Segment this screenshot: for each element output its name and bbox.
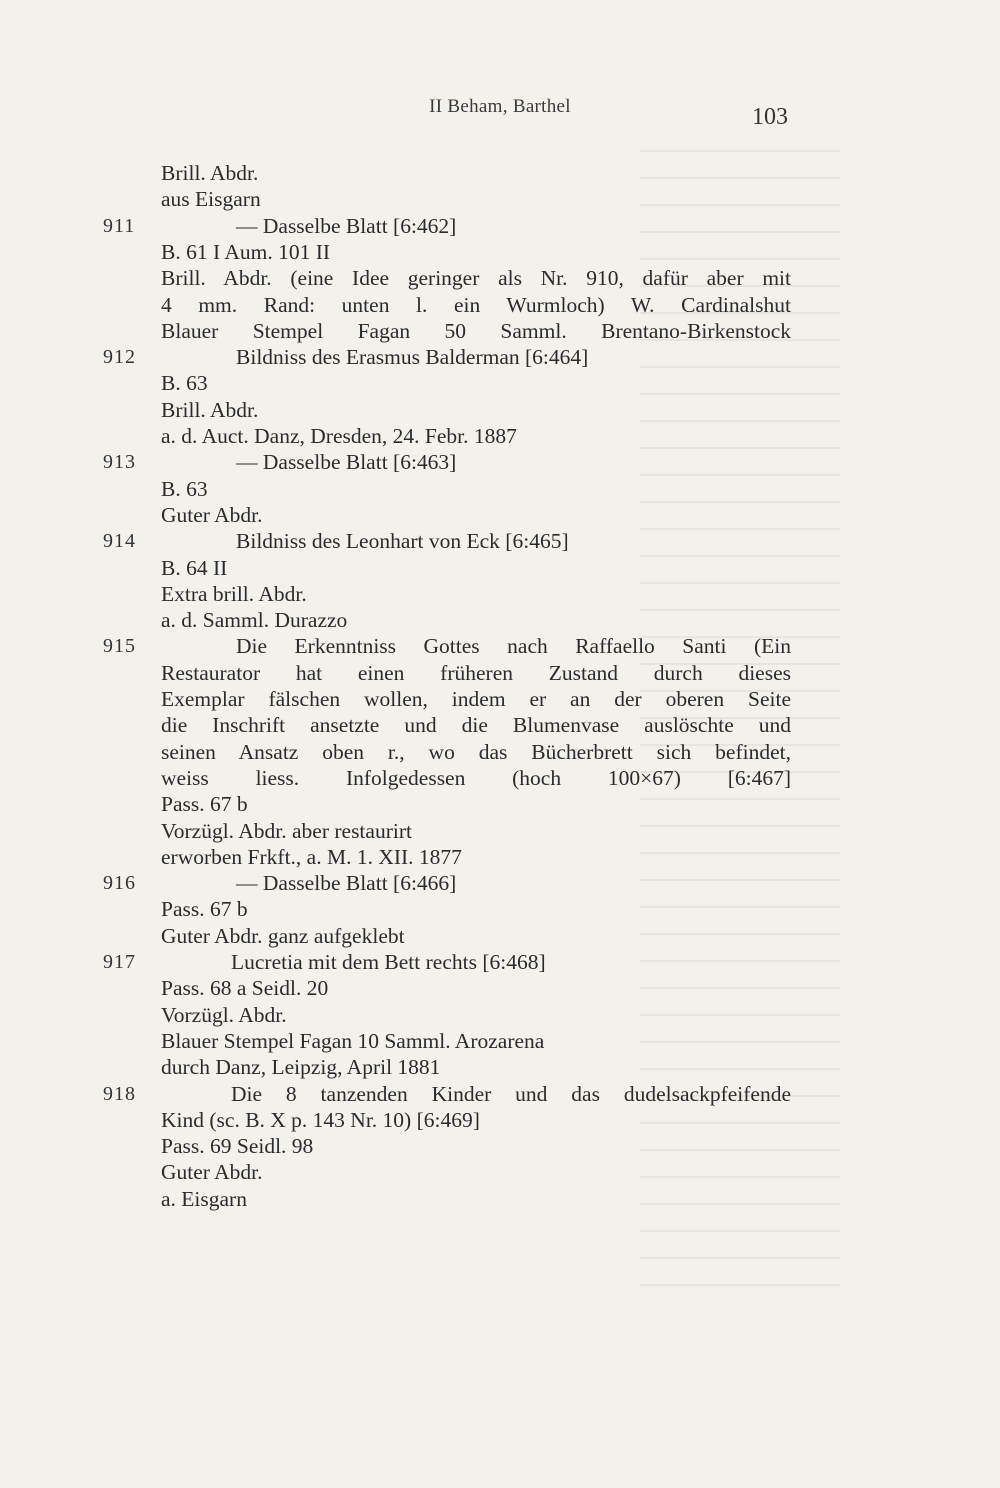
entry-first-line [0, 213, 1000, 240]
entry-text: — Dasselbe Blatt [6:466] [236, 871, 457, 896]
entry-line [0, 712, 1000, 739]
entry-line [0, 923, 1000, 950]
entry-line [0, 1028, 1000, 1055]
entry-line [0, 555, 1000, 582]
entry-line [0, 1002, 1000, 1029]
entry-line [0, 581, 1000, 608]
entry-text: Bildniss des Leonhart von Eck [6:465] [236, 529, 569, 554]
entry-number: 917 [103, 951, 136, 973]
entry-text: aus Eisgarn [161, 187, 261, 212]
entry-text: 4 mm. Rand: unten l. ein Wurmloch) W. Cardinalshut [161, 292, 791, 317]
entry-line [0, 292, 1000, 319]
entry-text: B. 63 [161, 476, 208, 501]
entry-line [0, 818, 1000, 845]
entry-text: Lucretia mit dem Bett rechts [6:468] [231, 950, 546, 974]
entry-text: seinen Ansatz oben r., wo das Bücherbrett sich befindet, [161, 739, 791, 764]
entry-text: Blauer Stempel Fagan 50 Samml. Brentano-Birkenstock [161, 318, 791, 343]
running-head: II Beham, Barthel [429, 96, 571, 117]
entry-number: 911 [103, 214, 136, 237]
entry-number: 914 [103, 530, 136, 553]
entry-first-line [0, 633, 1000, 660]
entry-line [0, 765, 1000, 792]
entry-line [0, 791, 1000, 818]
entry-first-line [0, 1081, 1000, 1108]
entry-number: 913 [103, 451, 136, 474]
entry-line [0, 1054, 1000, 1081]
entry-line [0, 160, 1000, 187]
entry-line [0, 423, 1000, 450]
entry-text: Bildniss des Erasmus Balderman [6:464] [236, 345, 589, 370]
entry-text: Guter Abdr. [161, 1160, 263, 1185]
entry-number: 916 [103, 872, 136, 895]
entry-line [0, 686, 1000, 713]
entry-text: Restaurator hat einen früheren Zustand durch dieses [161, 660, 791, 685]
entry-line [0, 265, 1000, 292]
entry-text: Exemplar fälschen wollen, indem er an der oberen Seite [161, 687, 791, 711]
entry-text: Vorzügl. Abdr. [161, 1002, 287, 1027]
entry-line [0, 1159, 1000, 1186]
entry-first-line [0, 449, 1000, 476]
entry-text: Brill. Abdr. (eine Idee geringer als Nr. 910, dafür aber mit [161, 266, 791, 291]
entry-line [0, 844, 1000, 871]
entry-text: a. d. Auct. Danz, Dresden, 24. Febr. 1887 [161, 424, 517, 448]
entry-line [0, 502, 1000, 529]
entry-line [0, 239, 1000, 266]
entry-line [0, 476, 1000, 503]
entry-text: Pass. 67 b [161, 792, 248, 817]
entry-text: a. d. Samml. Durazzo [161, 608, 348, 633]
entry-text: Guter Abdr. ganz aufgeklebt [161, 923, 405, 948]
entry-line [0, 1186, 1000, 1213]
entry-line [0, 318, 1000, 345]
entry-number: 918 [103, 1082, 136, 1105]
entry-text: Pass. 69 Seidl. 98 [161, 1134, 314, 1159]
entry-line [0, 896, 1000, 923]
entry-text: weiss liess. Infolgedessen (hoch 100×67) [6:467] [161, 765, 791, 790]
entry-text: — Dasselbe Blatt [6:462] [236, 213, 457, 238]
entry-text: Kind (sc. B. X p. 143 Nr. 10) [6:469] [161, 1107, 480, 1132]
entry-line [0, 660, 1000, 687]
entry-text: B. 64 II [161, 555, 228, 580]
entry-text: Pass. 67 b [161, 897, 248, 922]
entry-text: Pass. 68 a Seidl. 20 [161, 976, 329, 1001]
entry-line [0, 739, 1000, 766]
entry-text: Die 8 tanzenden Kinder und das dudelsackpfeifende [231, 1081, 791, 1106]
entry-text: Vorzügl. Abdr. aber restaurirt [161, 818, 412, 843]
entry-text: a. Eisgarn [161, 1186, 247, 1211]
entry-first-line [0, 528, 1000, 555]
entry-text: Die Erkenntniss Gottes nach Raffaello Santi (Ein [236, 634, 791, 659]
entry-number: 915 [103, 635, 136, 658]
entry-line [0, 1133, 1000, 1160]
entry-text: B. 61 I Aum. 101 II [161, 239, 331, 264]
entry-text: Extra brill. Abdr. [161, 581, 307, 606]
entry-text: Brill. Abdr. [161, 397, 259, 422]
entry-line [0, 397, 1000, 424]
entry-line [0, 1107, 1000, 1134]
entry-line [0, 975, 1000, 1002]
entry-text: Blauer Stempel Fagan 10 Samml. Arozarena [161, 1028, 545, 1053]
entry-number: 912 [103, 346, 136, 369]
entry-first-line [0, 870, 1000, 897]
entry-text: B. 63 [161, 371, 208, 396]
entry-text: die Inschrift ansetzte und die Blumenvase auslöschte und [161, 713, 791, 738]
entry-text: Brill. Abdr. [161, 161, 259, 185]
entry-line [0, 186, 1000, 213]
entry-text: — Dasselbe Blatt [6:463] [236, 450, 457, 475]
entry-line [0, 370, 1000, 397]
entry-text: erworben Frkft., a. M. 1. XII. 1877 [161, 844, 462, 869]
page-number: 103 [752, 104, 788, 130]
entry-text: Guter Abdr. [161, 502, 263, 527]
entry-first-line [0, 949, 1000, 976]
entry-text: durch Danz, Leipzig, April 1881 [161, 1055, 441, 1080]
entry-line [0, 607, 1000, 634]
entry-first-line [0, 344, 1000, 371]
